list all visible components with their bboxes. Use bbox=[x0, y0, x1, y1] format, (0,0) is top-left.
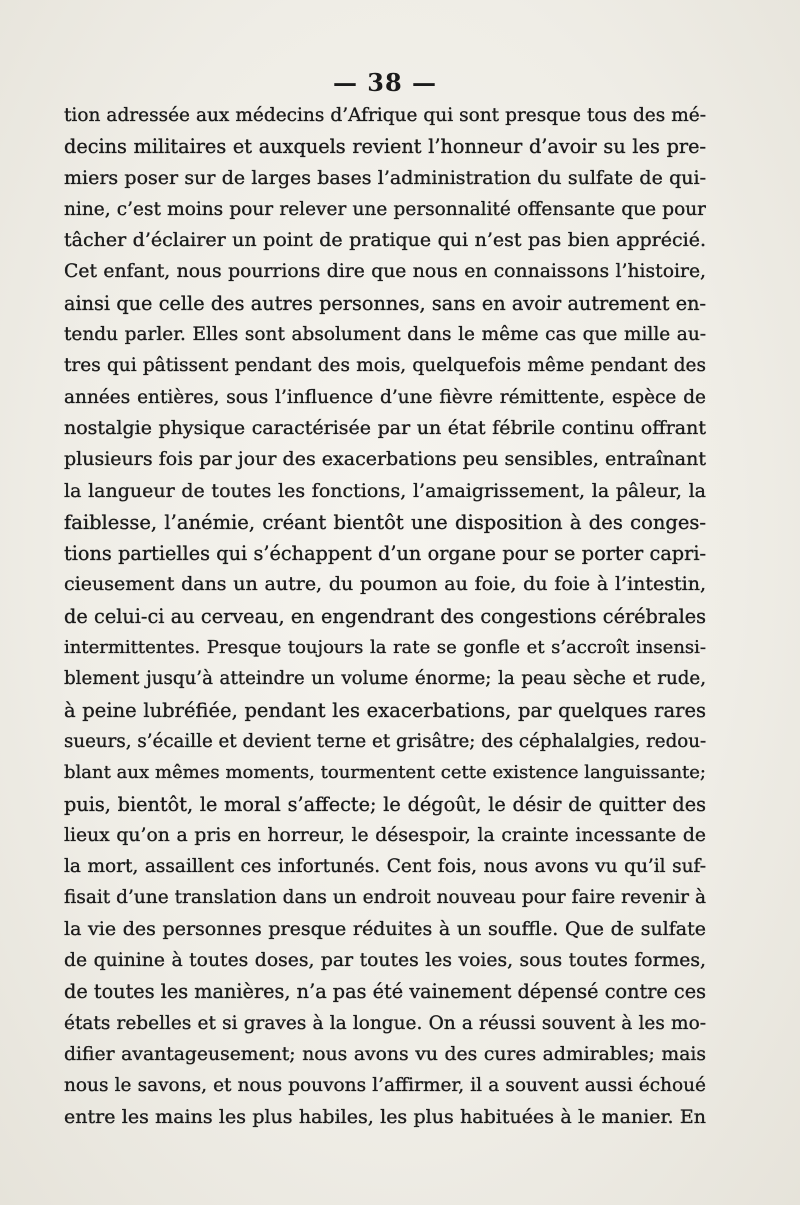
text-line: difier avantageusement; nous avons vu des cures admirables; mais bbox=[64, 1043, 706, 1065]
text-line: la langueur de toutes les fonctions, l’amaigrissement, la pâleur, la bbox=[64, 479, 706, 502]
text-line: la mort, assaillent ces infortunés. Cent fois, nous avons vu qu’il suf- bbox=[64, 856, 706, 878]
text-line: états rebelles et si graves à la longue. On a réussi souvent à les mo- bbox=[64, 1012, 706, 1034]
text-line: nostalgie physique caractérisée par un état fébrile continu offrant bbox=[64, 416, 706, 439]
text-line: ainsi que celle des autres personnes, sans en avoir autrement en- bbox=[64, 291, 706, 315]
text-line: lieux qu’on a pris en horreur, le désespoir, la crainte incessante de bbox=[64, 824, 706, 846]
text-line: la vie des personnes presque réduites à un souffle. Que de sulfate bbox=[64, 917, 706, 940]
text-line: cieusement dans un autre, du poumon au foie, du foie à l’intestin, bbox=[64, 573, 706, 596]
text-line: tâcher d’éclairer un point de pratique qui n’est pas bien apprécié. bbox=[64, 229, 706, 252]
text-line: blant aux mêmes moments, tourmentent cette existence languissante; bbox=[64, 762, 706, 784]
text-line: années entières, sous l’influence d’une fièvre rémittente, espèce de bbox=[64, 386, 706, 408]
text-line: nine, c’est moins pour relever une personnalité offensante que pour bbox=[64, 198, 706, 220]
text-line: tion adressée aux médecins d’Afrique qui sont presque tous des mé- bbox=[64, 105, 706, 126]
text-line: nous le savons, et nous pouvons l’affirmer, il a souvent aussi échoué bbox=[64, 1075, 706, 1097]
text-line: Cet enfant, nous pourrions dire que nous en connaissons l’histoire, bbox=[64, 261, 706, 283]
text-line: de toutes les manières, n’a pas été vainement dépensé contre ces bbox=[64, 980, 706, 1004]
text-line: intermittentes. Presque toujours la rate se gonfle et s’accroît insensi- bbox=[64, 637, 706, 659]
text-line: decins militaires et auxquels revient l’honneur d’avoir su les pre- bbox=[64, 135, 706, 159]
text-line: de quinine à toutes doses, par toutes les voies, sous toutes formes, bbox=[64, 950, 706, 972]
text-line: fisait d’une translation dans un endroit nouveau pour faire revenir à bbox=[64, 887, 706, 909]
text-line: plusieurs fois par jour des exacerbations peu sensibles, entraînant bbox=[64, 448, 706, 471]
text-line: miers poser sur de larges bases l’administration du sulfate de qui- bbox=[64, 166, 706, 189]
text-line: faiblesse, l’anémie, créant bientôt une disposition à des conges- bbox=[64, 510, 706, 534]
page-number: — 38 — bbox=[332, 68, 438, 97]
text-line: entre les mains les plus habiles, les plus habituées à le manier. En bbox=[64, 1105, 706, 1128]
text-line: tres qui pâtissent pendant des mois, quelquefois même pendant des bbox=[64, 355, 706, 377]
text-line: de celui-ci au cerveau, en engendrant des congestions cérébrales bbox=[64, 604, 706, 628]
text-line: tions partielles qui s’échappent d’un organe pour se porter capri- bbox=[64, 542, 706, 566]
text-line: à peine lubréfiée, pendant les exacerbations, par quelques rares bbox=[64, 698, 706, 722]
text-line: tendu parler. Elles sont absolument dans le même cas que mille au- bbox=[64, 324, 706, 346]
text-line: blement jusqu’à atteindre un volume énorme; la peau sèche et rude, bbox=[64, 668, 706, 690]
text-line: sueurs, s’écaille et devient terne et grisâtre; des céphalalgies, redou- bbox=[64, 730, 706, 752]
text-line: puis, bientôt, le moral s’affecte; le dégoût, le désir de quitter des bbox=[64, 792, 706, 816]
body-text bbox=[64, 100, 706, 1133]
